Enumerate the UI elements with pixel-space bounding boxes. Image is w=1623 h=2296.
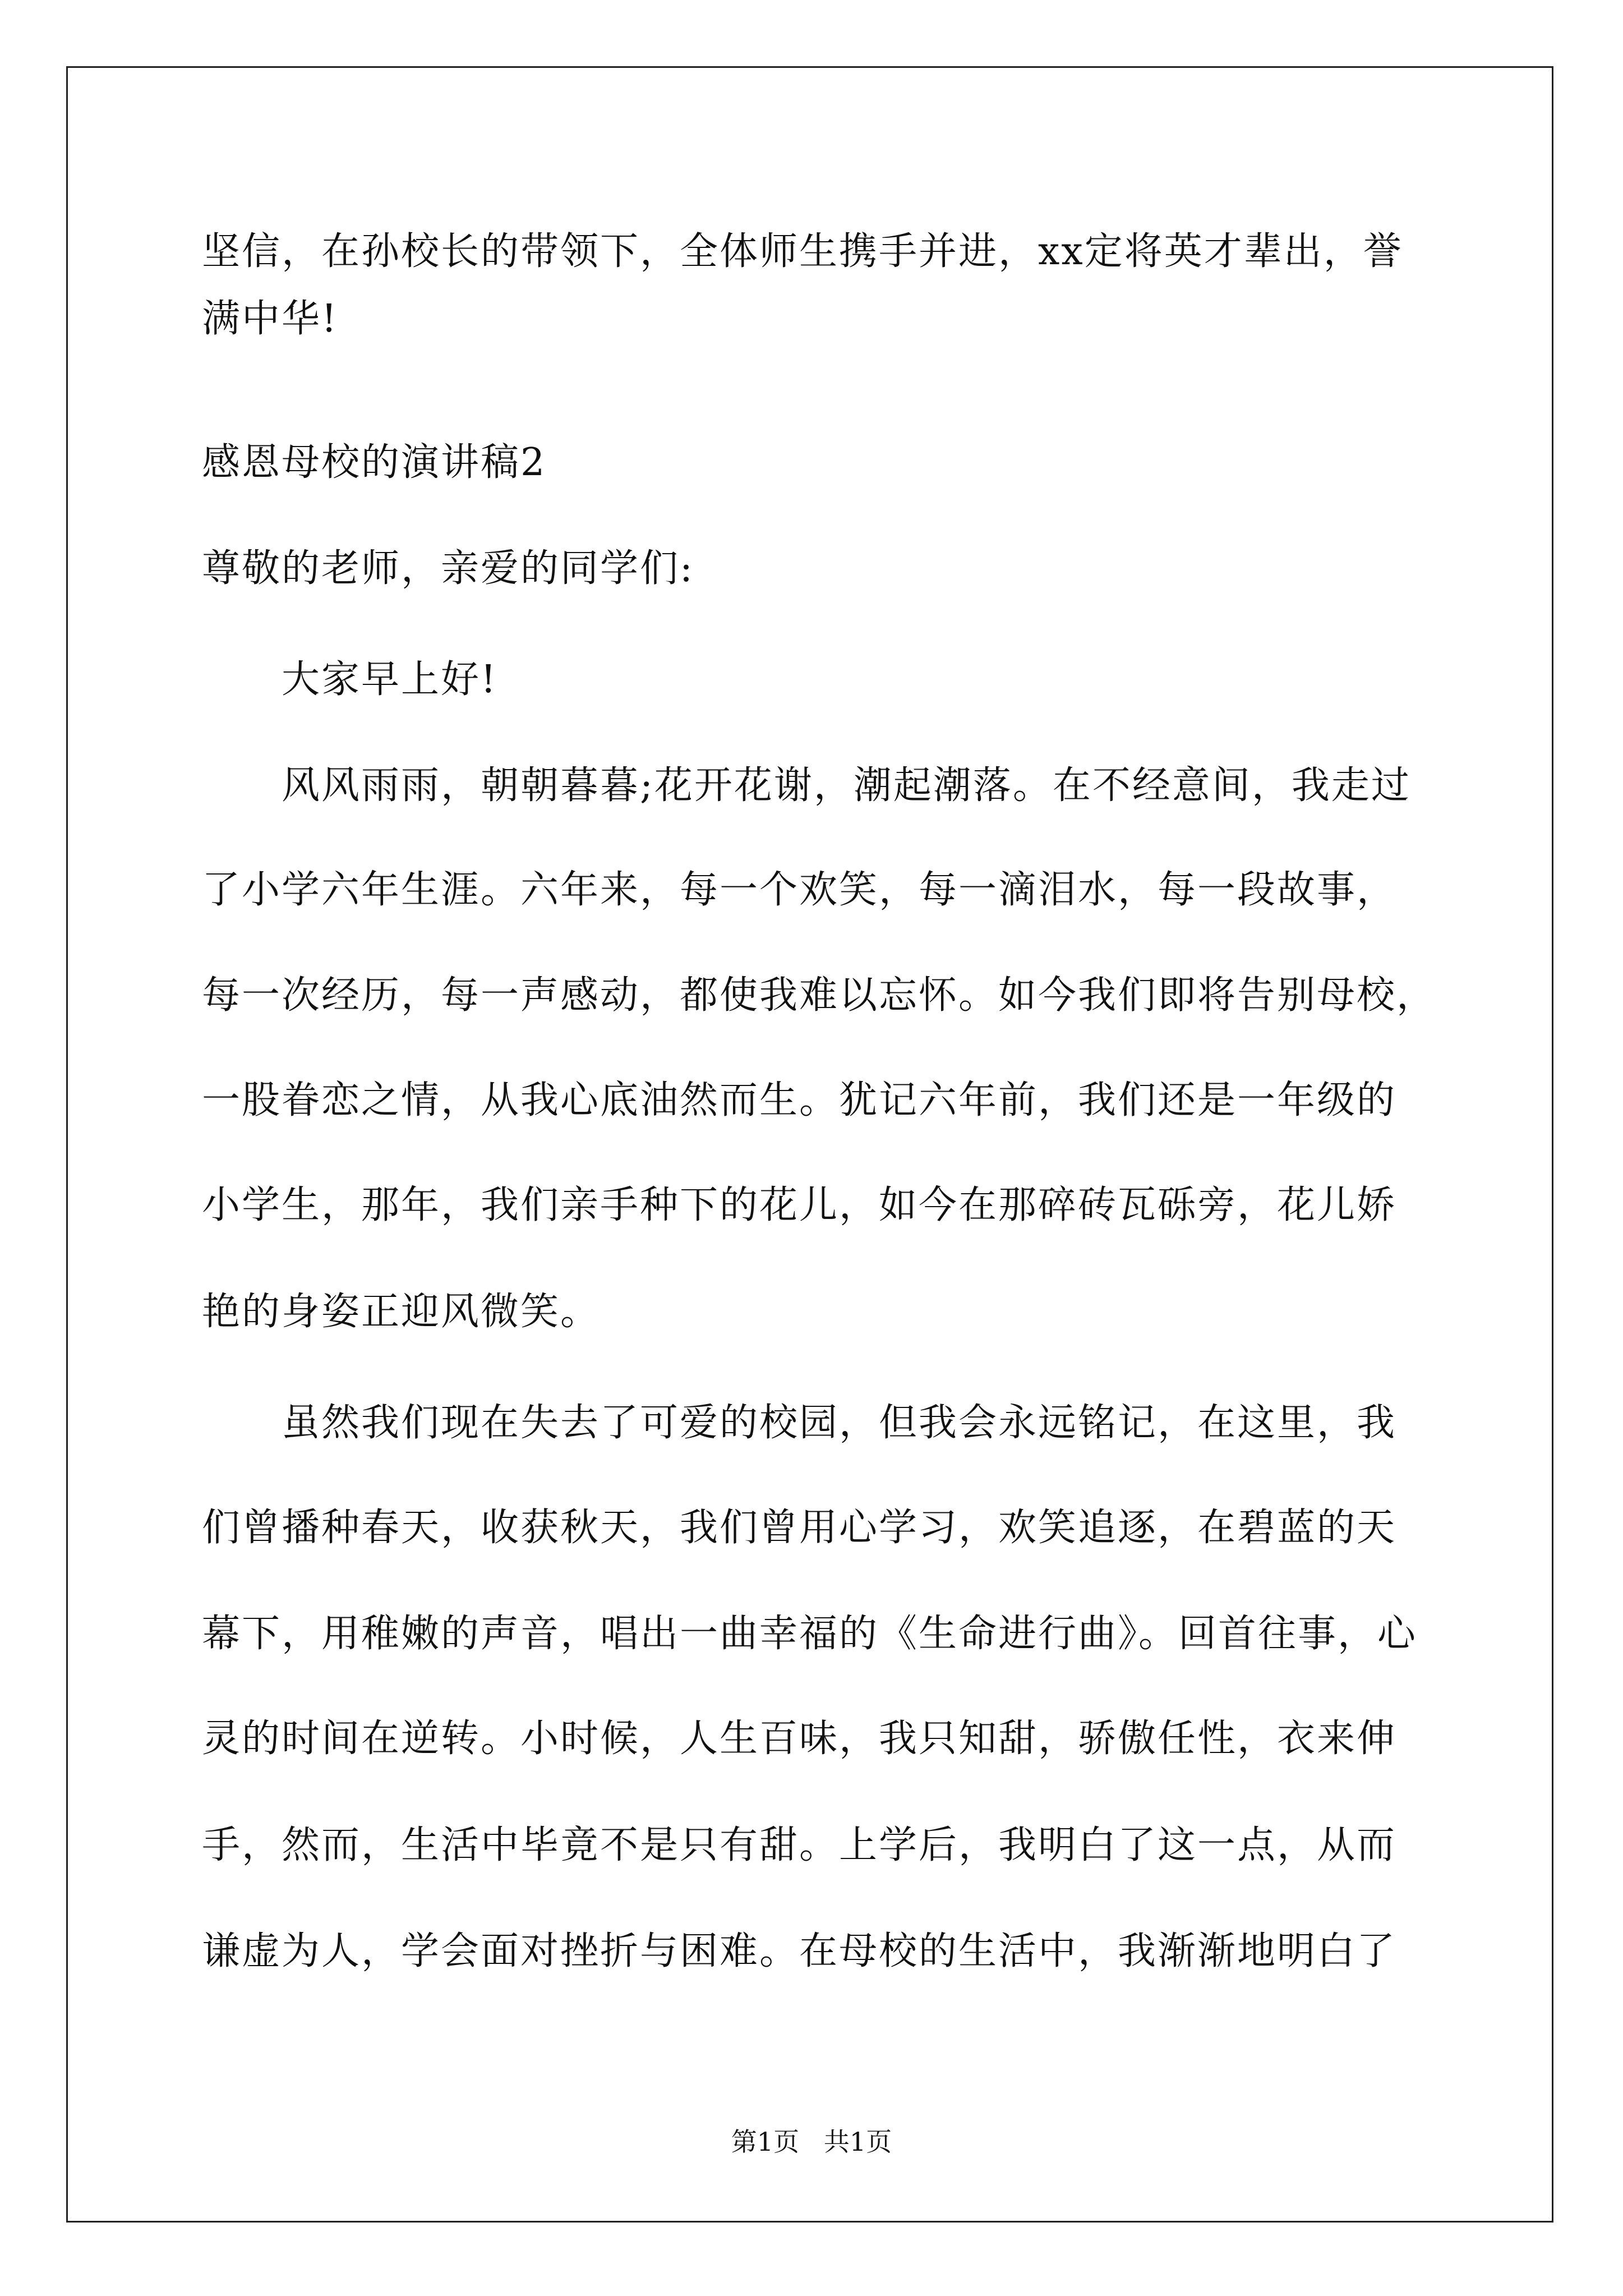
text-line: 灵的时间在逆转。小时候，人生百味，我只知甜，骄傲任性，衣来伸	[202, 1717, 1397, 1761]
text-line: 艳的身姿正迎风微笑。	[202, 1290, 601, 1334]
page-frame	[66, 66, 1553, 2223]
text-line: 满中华!	[202, 297, 339, 341]
text-line: 了小学六年生涯。六年来，每一个欢笑，每一滴泪水，每一段故事，	[202, 868, 1397, 912]
section-title: 感恩母校的演讲稿2	[202, 440, 547, 485]
text-line: 小学生，那年，我们亲手种下的花儿，如今在那碎砖瓦砾旁，花儿娇	[202, 1183, 1397, 1227]
text-line: 风风雨雨，朝朝暮暮;花开花谢，潮起潮落。在不经意间，我走过	[282, 763, 1411, 808]
text-line: 每一次经历，每一声感动，都使我难以忘怀。如今我们即将告别母校，	[202, 973, 1437, 1018]
greeting: 大家早上好!	[282, 657, 498, 702]
text-line: 虽然我们现在失去了可爱的校园，但我会永远铭记，在这里，我	[282, 1401, 1397, 1445]
page-number: 第1页 共1页	[731, 2127, 892, 2157]
salutation: 尊敬的老师，亲爱的同学们:	[202, 546, 694, 591]
text-line: 坚信，在孙校长的带领下，全体师生携手并进，xx定将英才辈出，誉	[202, 229, 1403, 274]
text-line: 们曾播种春天，收获秋天，我们曾用心学习，欢笑追逐，在碧蓝的天	[202, 1506, 1397, 1550]
text-line: 谦虚为人，学会面对挫折与困难。在母校的生活中，我渐渐地明白了	[202, 1929, 1397, 1973]
text-line: 一股眷恋之情，从我心底油然而生。犹记六年前，我们还是一年级的	[202, 1078, 1397, 1122]
text-line: 手，然而，生活中毕竟不是只有甜。上学后，我明白了这一点，从而	[202, 1823, 1397, 1867]
text-line: 幕下，用稚嫩的声音，唱出一曲幸福的《生命进行曲》。回首往事，心	[202, 1612, 1418, 1656]
